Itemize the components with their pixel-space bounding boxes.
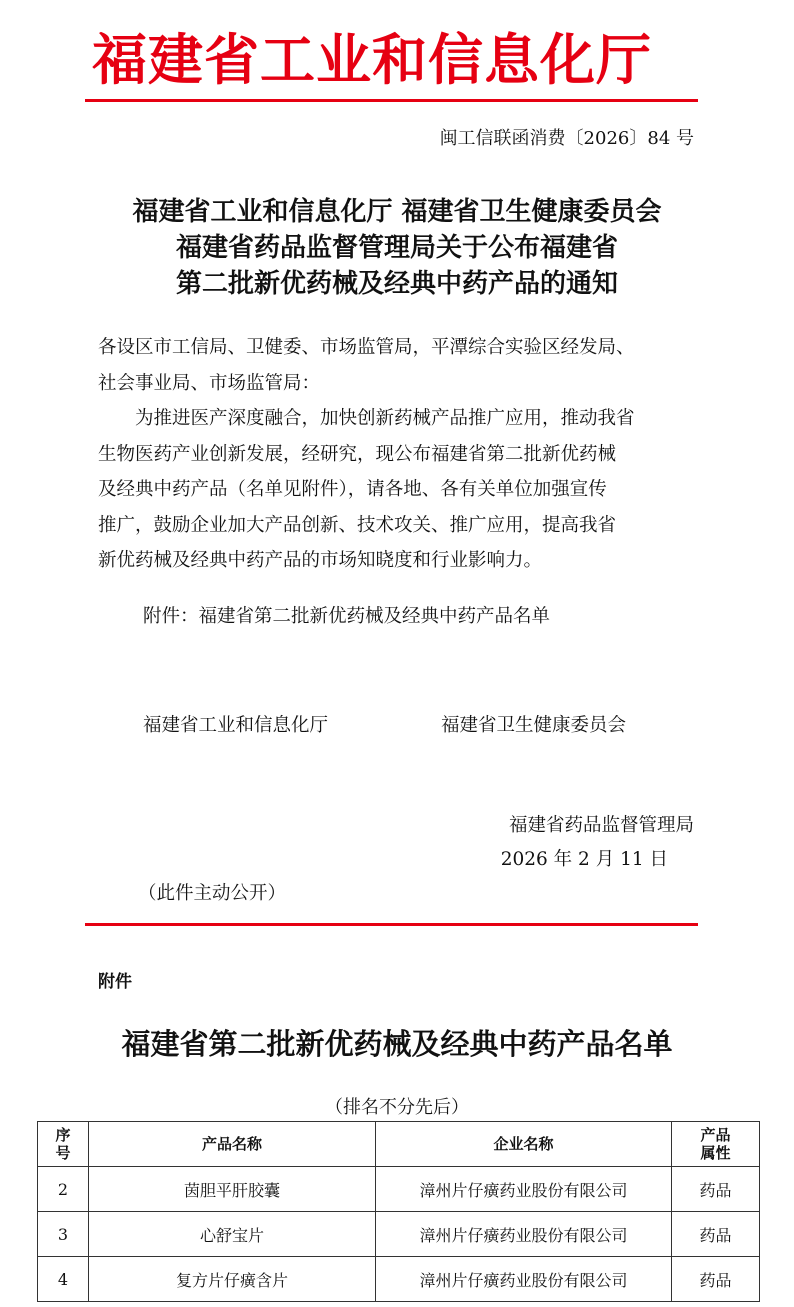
- recipients-line: 各设区市工信局、卫健委、市场监管局，平潭综合实验区经发局、: [98, 337, 635, 358]
- cell-product-attribute: 药品: [672, 1257, 760, 1302]
- cell-company-name: 漳州片仔癀药业股份有限公司: [376, 1167, 672, 1212]
- table-row: [38, 1167, 760, 1212]
- header-serial-number: 序 号: [38, 1122, 89, 1167]
- body-line: 生物医药产业创新发展，经研究，现公布福建省第二批新优药械: [98, 443, 617, 465]
- issue-date: 2026 年 2 月 11 日: [500, 849, 668, 870]
- attachment-note: 附件：福建省第二批新优药械及经典中药产品名单: [143, 606, 551, 627]
- header-product-attribute: 产品 属性: [672, 1122, 760, 1167]
- cell-company-name: 漳州片仔癀药业股份有限公司: [376, 1212, 672, 1257]
- body-line: 推广，鼓励企业加大产品创新、技术攻关、推广应用，提高我省: [98, 514, 617, 536]
- body-line: 及经典中药产品（名单见附件），请各地、各有关单位加强宣传: [98, 479, 607, 500]
- product-table: [37, 1121, 760, 1302]
- cell-serial-number: 3: [38, 1212, 89, 1257]
- title-line: 福建省药品监督管理局关于公布福建省: [175, 233, 618, 263]
- footer-red-rule: [85, 923, 698, 926]
- signature-left: 福建省工业和信息化厅: [143, 715, 329, 736]
- signature-right: 福建省卫生健康委员会: [441, 715, 627, 736]
- cell-product-attribute: 药品: [672, 1167, 760, 1212]
- table-row: [38, 1212, 760, 1257]
- document-number: 闽工信联函消费〔2026〕84 号: [439, 128, 694, 149]
- header-product-name: 产品名称: [89, 1122, 376, 1167]
- body-line: 新优药械及经典中药产品的市场知晓度和行业影响力。: [98, 550, 543, 571]
- cell-serial-number: 2: [38, 1167, 89, 1212]
- cell-product-name: 复方片仔癀含片: [89, 1257, 376, 1302]
- annex-title: 福建省第二批新优药械及经典中药产品名单: [121, 1027, 673, 1061]
- title-line: 第二批新优药械及经典中药产品的通知: [175, 269, 618, 299]
- body-line: 为推进医产深度融合，加快创新药械产品推广应用，推动我省: [135, 408, 635, 429]
- cell-product-attribute: 药品: [672, 1212, 760, 1257]
- header-company-name: 企业名称: [376, 1122, 672, 1167]
- cell-product-name: 心舒宝片: [89, 1212, 376, 1257]
- title-line: 福建省工业和信息化厅 福建省卫生健康委员会: [132, 197, 662, 227]
- header-red-rule: [85, 99, 698, 102]
- disclosure-note: （此件主动公开）: [138, 883, 287, 904]
- cell-serial-number: 4: [38, 1257, 89, 1302]
- recipients-line: 社会事业局、市场监管局：: [98, 372, 321, 394]
- table-header-row: [38, 1122, 760, 1167]
- document-body: [98, 330, 698, 579]
- document-title: [60, 194, 734, 302]
- cell-product-name: 茵胆平肝胶囊: [89, 1167, 376, 1212]
- signature-bottom: 福建省药品监督管理局: [508, 815, 694, 836]
- annex-subtitle: （排名不分先后）: [325, 1097, 469, 1118]
- issuer-header: 福建省工业和信息化厅: [92, 28, 653, 92]
- annex-label: 附件: [98, 972, 132, 992]
- cell-company-name: 漳州片仔癀药业股份有限公司: [376, 1257, 672, 1302]
- table-row: [38, 1257, 760, 1302]
